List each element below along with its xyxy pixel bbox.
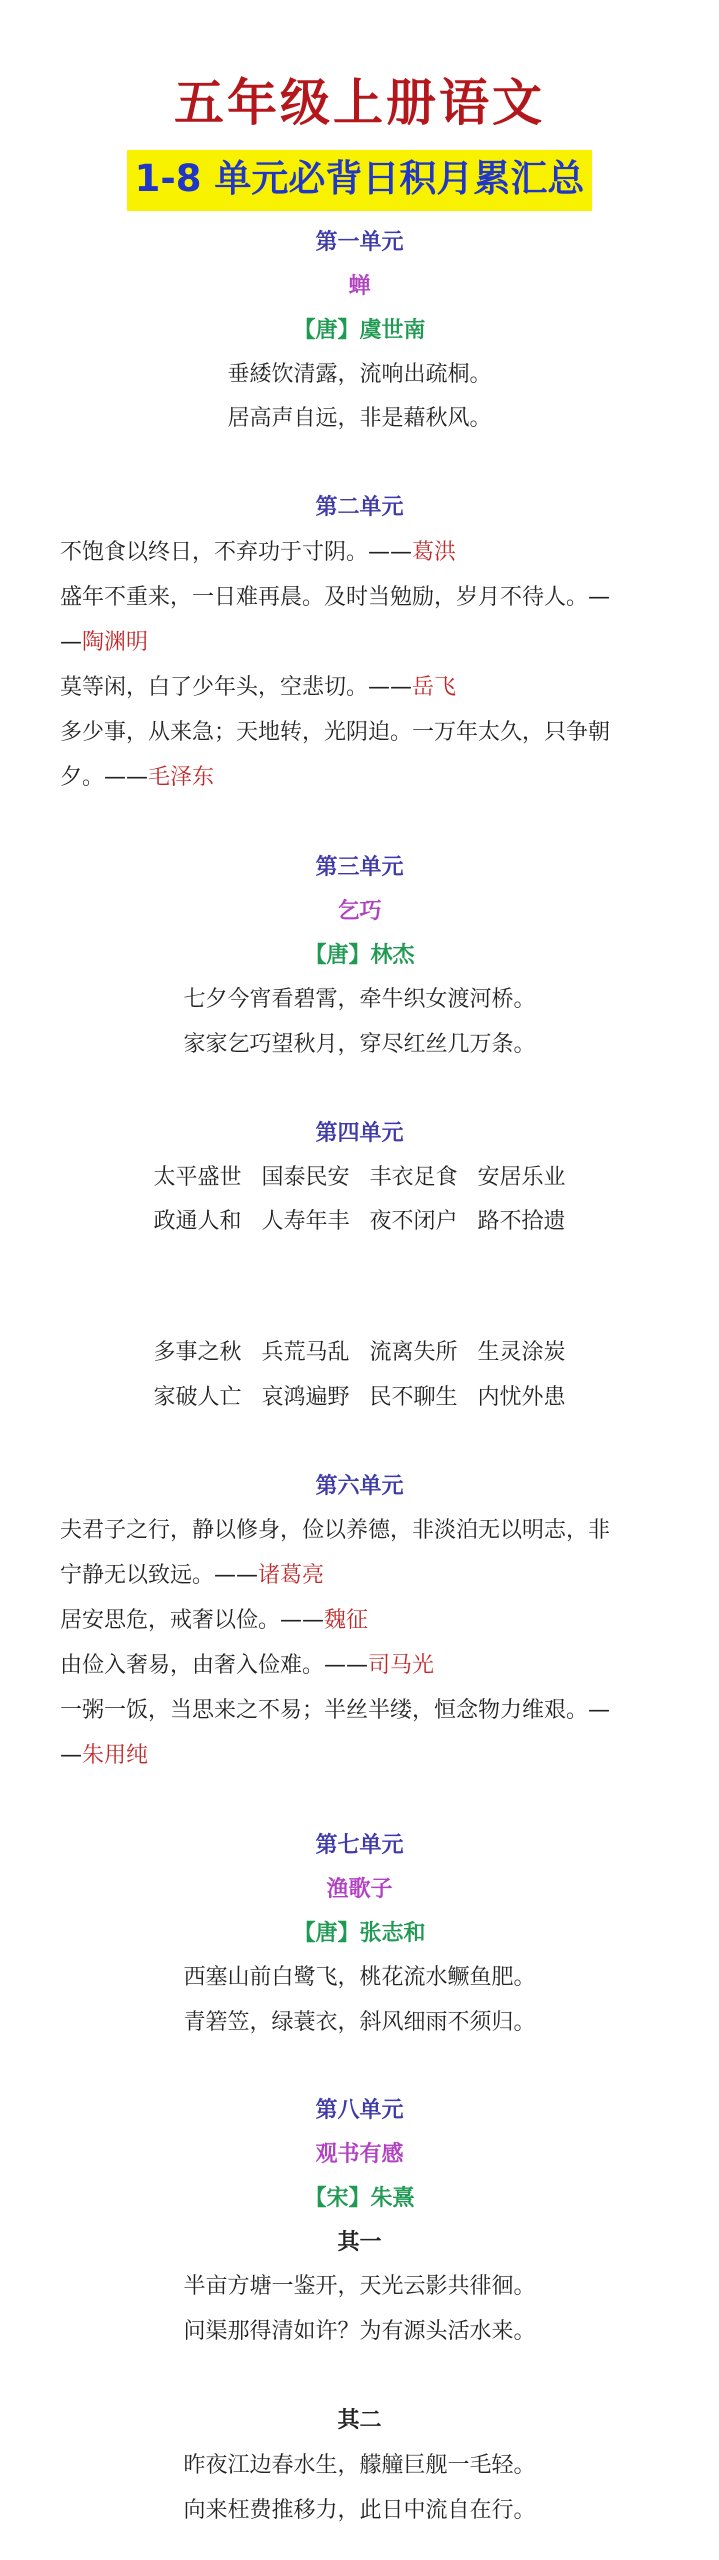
unit-6-quote-4-author: 朱用纯 [82,1743,149,1768]
unit-7-author: 张志和 [359,1921,426,1946]
unit-8-part-1-label: 其一 [337,2230,382,2255]
unit-8-dynasty: 【宋】 [304,2186,371,2211]
unit-2-quote-2-dash: — [60,630,82,655]
unit-8-part-2-label: 其二 [337,2408,382,2433]
unit-4-idiom-row-1 [0,1167,719,1189]
unit-8-author-line [0,2188,719,2210]
unit-6-quote-1-line-2 [60,1565,324,1587]
idiom: 国泰民安 [261,1165,350,1190]
unit-6-quote-2-author: 魏征 [324,1608,369,1633]
idiom: 夜不闭户 [369,1209,458,1234]
idiom: 多事之秋 [153,1340,242,1365]
unit-4-idiom-row-3 [0,1342,719,1364]
unit-6-quote-4-line-2 [60,1745,148,1767]
unit-1-author: 虞世南 [359,318,426,343]
unit-6-quote-1-text: 宁静无以致远。—— [60,1563,259,1588]
unit-1-line-2: 居高声自远，非是藉秋风。 [227,406,492,431]
unit-2-quote-2-author: 陶渊明 [82,630,149,655]
unit-3-author-line [0,945,719,967]
unit-8-heading: 第八单元 [315,2098,404,2123]
unit-2-quote-3 [60,677,456,699]
idiom: 路不拾遗 [477,1209,566,1234]
unit-6-quote-2-text: 居安思危，戒奢以俭。—— [60,1608,325,1633]
idiom: 兵荒马乱 [261,1340,350,1365]
unit-2-quote-1-author: 葛洪 [412,540,457,565]
unit-6-quote-3-text: 由俭入奢易，由奢入俭难。—— [60,1653,369,1678]
subtitle-banner [0,150,719,211]
unit-7-author-line [0,1923,719,1945]
unit-4-idiom-row-2 [0,1211,719,1233]
unit-2-quote-4-line-1: 多少事，从来急；天地转，光阴迫。一万年太久，只争朝 [60,720,611,745]
unit-7-dynasty: 【唐】 [293,1921,360,1946]
unit-6-quote-1-author: 诸葛亮 [258,1563,325,1588]
idiom: 政通人和 [153,1209,242,1234]
unit-3-author: 林杰 [370,943,415,968]
idiom: 哀鸿遍野 [261,1385,350,1410]
unit-1-author-line [0,320,719,342]
unit-2-quote-3-text: 莫等闲，白了少年头，空悲切。—— [60,675,413,700]
unit-2-quote-1 [60,542,456,564]
unit-1-dynasty: 【唐】 [293,318,360,343]
unit-7-poem-title: 渔歌子 [326,1877,393,1902]
idiom: 流离失所 [369,1340,458,1365]
unit-6-quote-4-line-1: 一粥一饭，当思来之不易；半丝半缕，恒念物力维艰。— [60,1698,611,1723]
idiom: 人寿年丰 [261,1209,350,1234]
unit-7-line-1: 西塞山前白鹭飞，桃花流水鳜鱼肥。 [183,1965,536,1990]
unit-8-author: 朱熹 [370,2186,415,2211]
unit-2-quote-4-author: 毛泽东 [148,765,215,790]
unit-3-line-2: 家家乞巧望秋月，穿尽红丝几万条。 [183,1032,536,1057]
unit-2-quote-2-line-1: 盛年不重来，一日难再晨。及时当勉励，岁月不待人。— [60,585,611,610]
unit-6-quote-4-dash: — [60,1743,82,1768]
unit-6-heading: 第六单元 [315,1474,404,1499]
page-subtitle: 1-8 单元必背日积月累汇总 [127,150,593,211]
unit-1-poem-title: 蝉 [348,274,371,299]
unit-7-line-2: 青箬笠，绿蓑衣，斜风细雨不须归。 [183,2010,536,2035]
unit-6-quote-1-line-1: 夫君子之行，静以修身，俭以养德，非淡泊无以明志，非 [60,1518,611,1543]
unit-8-part-1-line-2: 问渠那得清如许？为有源头活水来。 [183,2319,536,2344]
unit-2-quote-4-line-2 [60,767,214,789]
unit-3-line-1: 七夕今宵看碧霄，牵牛织女渡河桥。 [183,987,536,1012]
idiom: 生灵涂炭 [477,1340,566,1365]
unit-8-part-2-line-1: 昨夜江边春水生，艨艟巨舰一毛轻。 [183,2453,536,2478]
unit-6-quote-3-author: 司马光 [368,1653,435,1678]
unit-6-quote-3 [60,1655,434,1677]
idiom: 丰衣足食 [369,1165,458,1190]
unit-4-idiom-row-4 [0,1387,719,1409]
idiom: 安居乐业 [477,1165,566,1190]
unit-2-heading: 第二单元 [315,495,404,520]
page-title: 五年级上册语文 [174,74,545,132]
unit-8-poem-title: 观书有感 [315,2142,404,2167]
idiom: 太平盛世 [153,1165,242,1190]
unit-2-quote-2-line-2 [60,632,148,654]
unit-8-part-2-line-2: 向来枉费推移力，此日中流自在行。 [183,2498,536,2523]
unit-6-quote-2 [60,1610,368,1632]
unit-1-line-1: 垂緌饮清露，流响出疏桐。 [227,362,492,387]
unit-2-quote-3-author: 岳飞 [412,675,457,700]
unit-3-poem-title: 乞巧 [337,899,382,924]
unit-4-heading: 第四单元 [315,1121,404,1146]
unit-8-part-1-line-1: 半亩方塘一鉴开，天光云影共徘徊。 [183,2274,536,2299]
unit-3-dynasty: 【唐】 [304,943,371,968]
unit-7-heading: 第七单元 [315,1833,404,1858]
idiom: 内忧外患 [477,1385,566,1410]
idiom: 民不聊生 [369,1385,458,1410]
idiom: 家破人亡 [153,1385,242,1410]
unit-1-heading: 第一单元 [315,230,404,255]
unit-2-quote-1-text: 不饱食以终日，不弃功于寸阴。—— [60,540,413,565]
unit-2-quote-4-text: 夕。—— [60,765,149,790]
unit-3-heading: 第三单元 [315,855,404,880]
